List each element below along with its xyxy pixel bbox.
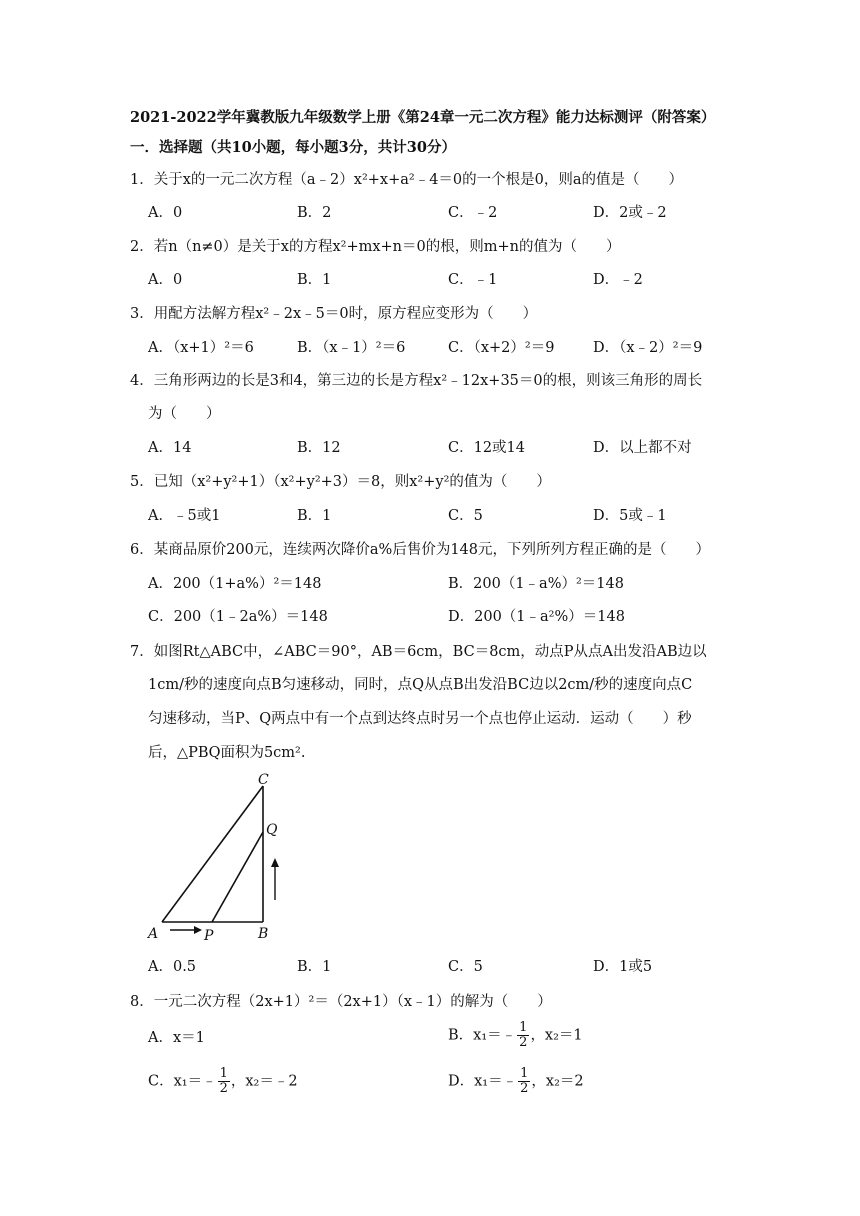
fraction-denominator: 2 — [219, 1081, 228, 1096]
q4-option-c: C．12或14 — [448, 440, 525, 456]
question-8-stem: 8．一元二次方程（2x+1）²＝（2x+1）（x﹣1）的解为（ ） — [130, 994, 552, 1010]
q2-option-d: D．﹣2 — [593, 272, 643, 288]
q8-option-a: A．x＝1 — [148, 1030, 205, 1046]
q7-option-c: C．5 — [448, 959, 483, 975]
question-1-stem: 1．关于x的一元二次方程（a﹣2）x²+x+a²﹣4＝0的一个根是0，则a的值是（ ） — [130, 172, 684, 188]
q4-option-b: B．12 — [297, 440, 341, 456]
q6-option-c: C．200（1﹣2a%）＝148 — [148, 609, 328, 625]
q5-option-c: C．5 — [448, 508, 483, 524]
q8-option-b-prefix: B．x₁＝﹣ — [448, 1027, 517, 1044]
q6-option-a: A．200（1+a%）²＝148 — [148, 576, 322, 592]
fraction-one-half — [218, 1067, 230, 1096]
question-7-line1: 7．如图Rt△ABC中，∠ABC＝90°，AB＝6cm，BC＝8cm，动点P从点A出发沿AB边以 — [130, 644, 707, 660]
fraction-denominator: 2 — [520, 1081, 529, 1096]
fraction-denominator: 2 — [519, 1035, 528, 1050]
q7-option-b: B．1 — [297, 959, 332, 975]
q2-option-b: B．1 — [297, 272, 332, 288]
q4-option-a: A．14 — [148, 440, 192, 456]
q5-option-b: B．1 — [297, 508, 332, 524]
q6-option-b: B．200（1﹣a%）²＝148 — [448, 576, 624, 592]
q8-option-d-prefix: D．x₁＝﹣ — [448, 1073, 518, 1090]
question-4-stem-line2: 为（ ） — [148, 406, 221, 422]
question-5-stem: 5．已知（x²+y²+1）（x²+y²+3）＝8，则x²+y²的值为（ ） — [130, 474, 551, 490]
section-heading: 一．选择题（共10小题，每小题3分，共计30分） — [130, 139, 456, 156]
q8-option-d — [448, 1067, 584, 1096]
question-2-stem: 2．若n（n≠0）是关于x的方程x²+mx+n＝0的根，则m+n的值为（ ） — [130, 239, 621, 255]
fraction-one-half — [518, 1067, 530, 1096]
question-7-line4: 后，△PBQ面积为5cm². — [148, 745, 306, 761]
q8-option-c-suffix: ，x₂＝﹣2 — [230, 1073, 298, 1090]
q1-option-c: C．﹣2 — [448, 205, 498, 221]
q3-option-d: D．（x﹣2）²＝9 — [593, 340, 703, 356]
q7-option-d: D．1或5 — [593, 959, 653, 975]
q8-option-c — [148, 1067, 298, 1096]
q2-option-c: C．﹣1 — [448, 272, 498, 288]
q8-option-b — [448, 1021, 583, 1050]
fraction-numerator: 1 — [219, 1066, 228, 1081]
q4-option-d: D．以上都不对 — [593, 440, 692, 456]
q8-option-c-prefix: C．x₁＝﹣ — [148, 1073, 217, 1090]
q3-option-c: C．（x+2）²＝9 — [448, 340, 555, 356]
q6-option-d: D．200（1﹣a²%）＝148 — [448, 609, 625, 625]
label-q: Q — [266, 822, 278, 838]
q1-option-d: D．2或﹣2 — [593, 205, 667, 221]
arrow-up-head-icon — [271, 858, 279, 867]
exam-title: 2021-2022学年冀教版九年级数学上册《第24章一元二次方程》能力达标测评（附答案） — [130, 109, 716, 126]
arrow-right-head-icon — [194, 926, 202, 934]
q1-option-b: B．2 — [297, 205, 332, 221]
q1-option-a: A．0 — [148, 205, 183, 221]
q5-option-a: A．﹣5或1 — [148, 508, 221, 524]
q7-option-a: A．0.5 — [148, 959, 197, 975]
label-p: P — [204, 928, 214, 944]
question-3-stem: 3．用配方法解方程x²﹣2x﹣5＝0时，原方程应变形为（ ） — [130, 306, 538, 322]
q3-option-b: B．（x﹣1）²＝6 — [297, 340, 406, 356]
label-b: B — [258, 926, 269, 942]
q5-option-d: D．5或﹣1 — [593, 508, 667, 524]
label-c: C — [258, 772, 269, 788]
q8-option-b-suffix: ，x₂＝1 — [530, 1027, 583, 1044]
question-6-stem: 6．某商品原价200元，连续两次降价a%后售价为148元，下列所列方程正确的是（ ） — [130, 542, 710, 558]
q3-option-a: A．（x+1）²＝6 — [148, 340, 254, 356]
q2-option-a: A．0 — [148, 272, 183, 288]
q8-option-d-suffix: ，x₂＝2 — [531, 1073, 584, 1090]
question-4-stem-line1: 4．三角形两边的长是3和4，第三边的长是方程x²﹣12x+35＝0的根，则该三角形的周长 — [130, 373, 703, 389]
fraction-numerator: 1 — [520, 1066, 529, 1081]
fraction-one-half — [517, 1021, 529, 1050]
fraction-numerator: 1 — [519, 1020, 528, 1035]
label-a: A — [148, 926, 159, 942]
question-7-line3: 匀速移动，当P、Q两点中有一个点到达终点时另一个点也停止运动．运动（ ）秒 — [148, 711, 692, 727]
triangle-figure — [140, 772, 300, 944]
question-7-line2: 1cm/秒的速度向点B匀速移动，同时，点Q从点B出发沿BC边以2cm/秒的速度向点C — [148, 677, 693, 693]
segment-ac — [162, 786, 263, 922]
